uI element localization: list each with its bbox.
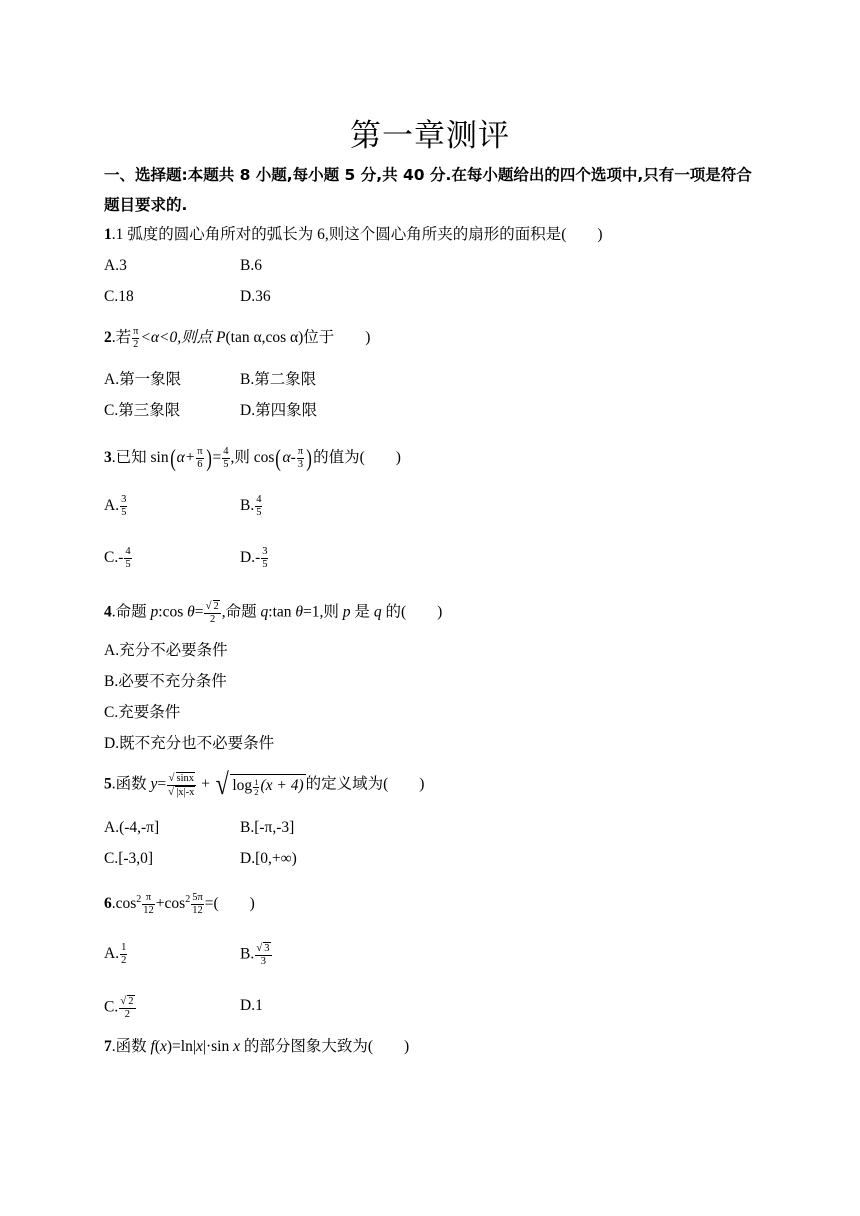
question-text: .若 bbox=[111, 329, 132, 347]
denominator: 6 bbox=[197, 459, 203, 470]
fraction bbox=[120, 942, 127, 967]
question-text: 的( ) bbox=[381, 603, 443, 621]
section-heading: 一、选择题:本题共 8 小题,每小题 5 分,共 40 分.在每小题给出的四个选项中,只有一项是符合题目要求的. bbox=[104, 166, 752, 214]
fraction bbox=[196, 446, 203, 471]
question-number: 7 bbox=[104, 1038, 112, 1055]
question-text: :cos bbox=[158, 603, 188, 621]
question-text: 是 bbox=[350, 603, 374, 621]
var-f: f bbox=[150, 1038, 155, 1055]
option-label: A. bbox=[104, 945, 120, 963]
radicand: 2 bbox=[128, 996, 134, 1007]
fraction bbox=[119, 995, 135, 1021]
var-x: x bbox=[160, 1038, 167, 1055]
option-c: C.[-3,0] bbox=[104, 850, 154, 867]
question-text: ,则 cos bbox=[230, 449, 275, 467]
question-5 bbox=[104, 770, 424, 800]
question-text: 的部分图象大致为( ) bbox=[239, 1038, 410, 1055]
fraction bbox=[191, 892, 204, 917]
option-d: D.[0,+∞) bbox=[240, 850, 297, 867]
left-paren: ( bbox=[169, 445, 176, 472]
sqrt-icon: √ bbox=[120, 995, 127, 1007]
var-q: q bbox=[260, 603, 269, 621]
question-4 bbox=[104, 600, 442, 626]
denominator: 12 bbox=[192, 905, 203, 917]
denominator: 3 bbox=[297, 459, 304, 470]
denominator: 5 bbox=[121, 507, 127, 518]
log-argument: (x + 4) bbox=[260, 776, 304, 794]
option-c: C.18 bbox=[104, 288, 134, 305]
denominator: 12 bbox=[143, 905, 154, 917]
question-2 bbox=[104, 326, 370, 351]
numerator: π bbox=[197, 446, 203, 457]
fraction bbox=[297, 446, 304, 471]
question-text: ( bbox=[154, 1038, 160, 1055]
fraction bbox=[120, 494, 127, 519]
option-d bbox=[240, 546, 269, 571]
numerator: π bbox=[133, 326, 139, 337]
page-title: 第一章测评 bbox=[350, 118, 510, 154]
option-b bbox=[240, 942, 273, 968]
var-y: y bbox=[150, 775, 158, 793]
fraction bbox=[142, 892, 155, 917]
fraction bbox=[255, 494, 262, 519]
question-number: 3 bbox=[104, 449, 112, 467]
denominator: 5 bbox=[256, 507, 262, 518]
fraction bbox=[222, 446, 229, 471]
var-x: x bbox=[233, 1038, 240, 1055]
fraction bbox=[261, 546, 268, 571]
numerator bbox=[119, 995, 135, 1009]
option-b bbox=[240, 494, 263, 519]
question-text: <α<0,则点 bbox=[140, 329, 217, 347]
question-7 bbox=[104, 1036, 409, 1058]
question-text: 的定义域为( ) bbox=[305, 775, 425, 793]
question-text: 的值为( ) bbox=[313, 449, 401, 467]
fraction bbox=[255, 942, 271, 968]
numerator: 1 bbox=[121, 942, 127, 953]
denominator: 2 bbox=[210, 614, 216, 625]
option-d: D.既不充分也不必要条件 bbox=[104, 735, 275, 752]
denominator: 5 bbox=[223, 459, 229, 470]
numerator: 5π bbox=[192, 892, 203, 904]
question-text: +cos bbox=[155, 895, 186, 913]
question-text: |·sin bbox=[202, 1038, 234, 1055]
question-3 bbox=[104, 446, 401, 471]
denominator: 5 bbox=[125, 559, 131, 570]
option-a: A.充分不必要条件 bbox=[104, 642, 228, 659]
option-a bbox=[104, 942, 128, 967]
equals: = bbox=[157, 775, 167, 793]
option-d: D.1 bbox=[240, 997, 263, 1014]
sqrt-icon: √ bbox=[256, 942, 263, 954]
log-base bbox=[253, 778, 259, 797]
numerator: π bbox=[142, 892, 155, 905]
equals: = bbox=[212, 449, 222, 467]
option-c bbox=[104, 546, 133, 571]
plus: + bbox=[201, 775, 211, 793]
var-x: x bbox=[195, 1038, 203, 1055]
denominator bbox=[167, 786, 196, 799]
question-text: .已知 sin bbox=[111, 449, 169, 467]
numerator bbox=[167, 772, 196, 786]
sqrt-icon: √ bbox=[168, 785, 175, 798]
denominator: 2 bbox=[124, 1009, 130, 1020]
option-a: A.3 bbox=[104, 257, 127, 274]
question-text: .1 弧度的圆心角所对的弧长为 6,则这个圆心角所夹的扇形的面积是( ) bbox=[111, 226, 603, 243]
question-number: 1 bbox=[104, 226, 112, 243]
sqrt-icon: √ bbox=[205, 600, 212, 612]
question-number: 6 bbox=[104, 895, 112, 913]
left-paren: ( bbox=[275, 445, 282, 472]
numerator: 4 bbox=[125, 546, 131, 557]
exponent: 2 bbox=[136, 894, 142, 905]
numerator: 4 bbox=[223, 446, 229, 457]
var-theta: θ bbox=[295, 603, 304, 621]
option-label: B. bbox=[240, 497, 255, 515]
question-text: :tan bbox=[268, 603, 296, 621]
radicand: 2 bbox=[213, 601, 219, 612]
numerator bbox=[255, 942, 271, 956]
question-number: 5 bbox=[104, 775, 112, 793]
sqrt-body bbox=[230, 774, 305, 797]
numerator: 4 bbox=[256, 494, 262, 505]
numerator: 3 bbox=[262, 546, 268, 557]
option-b: B.[-π,-3] bbox=[240, 819, 295, 836]
question-1 bbox=[104, 224, 603, 246]
option-c: C.第三象限 bbox=[104, 402, 181, 419]
sqrt-icon: √ bbox=[168, 771, 175, 784]
right-paren: ) bbox=[205, 445, 212, 472]
numerator: 3 bbox=[121, 494, 127, 505]
fraction bbox=[204, 600, 220, 626]
question-number: 4 bbox=[104, 603, 112, 621]
option-a bbox=[104, 494, 128, 519]
right-paren: ) bbox=[306, 445, 312, 472]
denominator: 3 bbox=[260, 956, 266, 967]
numerator: π bbox=[297, 446, 304, 457]
option-c: C.充要条件 bbox=[104, 704, 181, 721]
equals: = bbox=[194, 603, 204, 621]
option-label: C. bbox=[104, 998, 119, 1016]
var-p: p bbox=[342, 603, 351, 621]
question-text: =1,则 bbox=[303, 603, 343, 621]
question-text: )=ln| bbox=[166, 1038, 196, 1055]
option-d: D.36 bbox=[240, 288, 271, 305]
option-a: A.第一象限 bbox=[104, 371, 182, 388]
question-text: .cos bbox=[111, 895, 137, 913]
option-a: A.(-4,-π] bbox=[104, 819, 160, 836]
option-c bbox=[104, 995, 137, 1021]
denominator: 2 bbox=[121, 955, 127, 966]
var-p: p bbox=[150, 603, 159, 621]
option-b: B.必要不充分条件 bbox=[104, 673, 227, 690]
question-text: =( ) bbox=[204, 895, 255, 913]
fraction bbox=[167, 772, 196, 799]
option-label: C.- bbox=[104, 549, 124, 567]
radicand: |x|-x bbox=[176, 786, 195, 798]
var-theta: θ bbox=[187, 603, 195, 621]
denominator: 2 bbox=[133, 339, 139, 350]
sqrt-expression bbox=[214, 770, 306, 800]
fraction bbox=[132, 326, 139, 351]
question-text: (tan α,cos α)位于 ) bbox=[225, 329, 371, 347]
exponent: 2 bbox=[185, 894, 191, 905]
question-text: .函数 bbox=[111, 775, 151, 793]
option-label: A. bbox=[104, 497, 120, 515]
numerator bbox=[204, 600, 220, 614]
var-q: q bbox=[373, 603, 382, 621]
option-label: D.- bbox=[240, 549, 261, 567]
point-label: P bbox=[216, 329, 226, 347]
question-text: ,命题 bbox=[221, 603, 261, 621]
question-6 bbox=[104, 889, 255, 917]
numerator: 1 bbox=[254, 776, 259, 787]
fraction bbox=[124, 546, 131, 571]
option-d: D.第四象限 bbox=[240, 402, 318, 419]
sqrt-icon: √ bbox=[215, 768, 229, 801]
option-b: B.6 bbox=[240, 257, 262, 274]
radicand: sinx bbox=[176, 772, 195, 784]
option-label: B. bbox=[240, 945, 255, 963]
question-text: .函数 bbox=[111, 1038, 151, 1055]
expr: α+ bbox=[176, 449, 196, 467]
denominator: 5 bbox=[262, 559, 268, 570]
log-label: log bbox=[232, 776, 253, 794]
question-number: 2 bbox=[104, 329, 112, 347]
expr: α- bbox=[282, 449, 296, 467]
radicand: 3 bbox=[264, 943, 270, 954]
denominator: 2 bbox=[254, 786, 259, 797]
question-text: .命题 bbox=[111, 603, 151, 621]
option-b: B.第二象限 bbox=[240, 371, 317, 388]
